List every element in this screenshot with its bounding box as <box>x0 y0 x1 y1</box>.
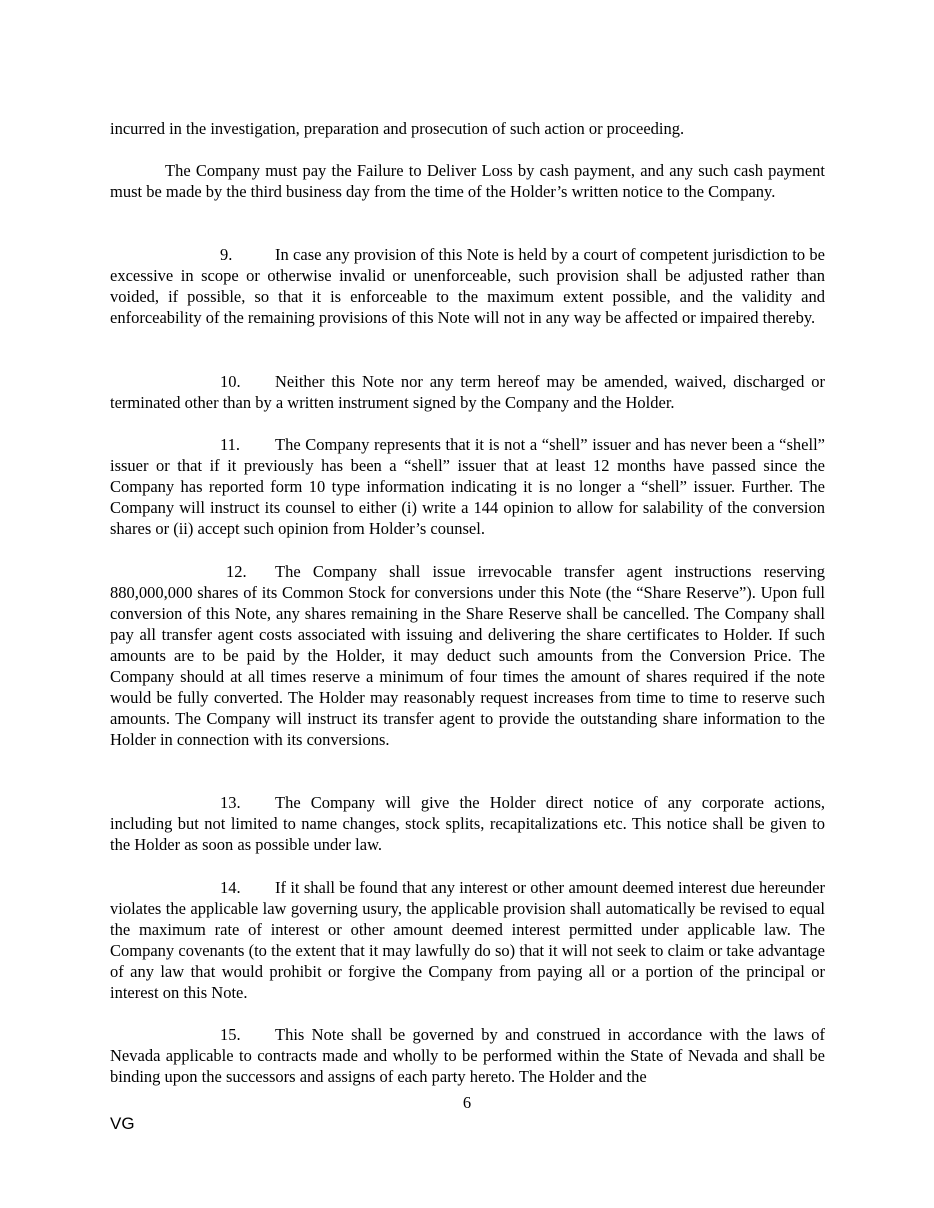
section-15 <box>110 1024 825 1087</box>
section-11 <box>110 434 825 539</box>
section-10 <box>110 371 825 413</box>
section-9 <box>110 244 825 328</box>
section-number: 15. <box>220 1025 241 1044</box>
section-14 <box>110 877 825 1003</box>
initials: VG <box>110 1114 135 1133</box>
section-number: 12. <box>226 562 247 581</box>
section-number: 11. <box>220 435 241 454</box>
section-number: 14. <box>220 878 241 897</box>
section-13 <box>110 792 825 855</box>
section-text: The Company represents that it is not a “shell” issuer and has never been a “shell” issuer or that if it previously has been a “shell” issuer that at least 12 months have passed since the Company has reported form 10 type information indicating it is no longer a “shell” issuer. Further. The Company will instruct its counsel to either (i) write a 144 opinion to allow for salability of the conversion shares or (ii) accept such opinion from Holder’s counsel. <box>110 435 825 538</box>
section-text: The Company will give the Holder direct notice of any corporate actions, including but not limited to name changes, stock splits, recapitalizations etc. This notice shall be given to the Holder as soon as possible under law. <box>110 793 825 854</box>
paragraph-failure-to-deliver <box>110 160 825 202</box>
section-text: This Note shall be governed by and construed in accordance with the laws of Nevada applicable to contracts made and wholly to be performed within the State of Nevada and shall be binding upon the successors and assigns of each party hereto. The Holder and the <box>110 1025 825 1086</box>
section-text: The Company shall issue irrevocable transfer agent instructions reserving 880,000,000 shares of its Common Stock for conversions under this Note (the “Share Reserve”). Upon full conversion of this Note, any shares remaining in the Share Reserve shall be cancelled. The Company shall pay all transfer agent costs associated with issuing and delivering the share certificates to Holder. If such amounts are to be paid by the Holder, it may deduct such amounts from the Conversion Price. The Company should at all times reserve a minimum of four times the amount of shares required if the note would be fully converted. The Holder may reasonably request increases from time to time to reserve such amounts. The Company will instruct its transfer agent to provide the outstanding share information to the Holder in connection with its conversions. <box>110 562 825 749</box>
section-text: Neither this Note nor any term hereof may be amended, waived, discharged or terminated other than by a written instrument signed by the Company and the Holder. <box>110 372 825 412</box>
page-number: 6 <box>462 1093 472 1112</box>
paragraph-text: The Company must pay the Failure to Deliver Loss by cash payment, and any such cash payment must be made by the third business day from the time of the Holder’s written notice to the Company. <box>110 161 825 201</box>
paragraph-text: incurred in the investigation, preparation and prosecution of such action or proceeding. <box>110 119 685 138</box>
section-text: If it shall be found that any interest or other amount deemed interest due hereunder violates the applicable law governing usury, the applicable provision shall automatically be revised to equal the maximum rate of interest or other amount deemed interest permitted under applicable law. The Company covenants (to the extent that it may lawfully do so) that it will not seek to claim or take advantage of any law that would prohibit or forgive the Company from paying all or a portion of the principal or interest on this Note. <box>110 878 825 1002</box>
section-number: 10. <box>220 372 241 391</box>
section-number: 13. <box>220 793 241 812</box>
section-number: 9. <box>220 245 233 264</box>
paragraph-continuation <box>110 118 825 139</box>
section-12 <box>110 561 825 750</box>
section-text: In case any provision of this Note is held by a court of competent jurisdiction to be excessive in scope or otherwise invalid or unenforceable, such provision shall be adjusted rather than voided, if possible, so that it is enforceable to the maximum extent possible, and the validity and enforceability of the remaining provisions of this Note will not in any way be affected or impaired thereby. <box>110 245 825 327</box>
